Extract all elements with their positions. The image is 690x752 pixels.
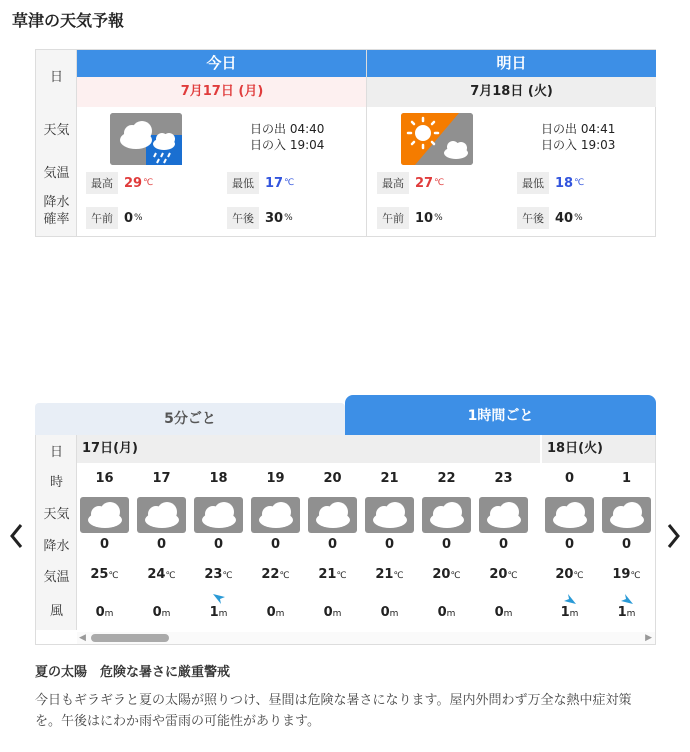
cloudy-icon bbox=[194, 497, 243, 533]
temp-unit: ℃ bbox=[574, 178, 585, 188]
wind-unit: m bbox=[446, 609, 456, 619]
high-value: 29 bbox=[124, 175, 143, 191]
pct-unit: % bbox=[574, 213, 583, 223]
wind-value: 0 bbox=[323, 605, 333, 620]
wind-value: 0 bbox=[494, 605, 504, 620]
hourly-column bbox=[419, 463, 474, 633]
hour-value: 17 bbox=[152, 471, 171, 486]
hourly-label-precip: 降水 bbox=[43, 539, 70, 554]
wind-cell bbox=[542, 605, 597, 620]
precip-value: 0 bbox=[99, 537, 110, 552]
wind-unit: m bbox=[275, 609, 285, 619]
pm-precip-today bbox=[227, 207, 293, 229]
precip-value: 0 bbox=[156, 537, 167, 552]
hourly-column bbox=[77, 463, 132, 633]
low-label: 最低 bbox=[517, 172, 549, 194]
cloudy-rain-icon bbox=[110, 113, 182, 165]
wind-cell bbox=[362, 605, 417, 620]
wind-arrow-icon bbox=[212, 590, 226, 602]
precip-value: 0 bbox=[384, 537, 395, 552]
wind-value: 0 bbox=[437, 605, 447, 620]
row-label-chance: 確率 bbox=[43, 212, 70, 227]
hourly-label-wind: 風 bbox=[49, 604, 63, 619]
pm-value: 30 bbox=[265, 210, 284, 226]
temp-cell bbox=[362, 567, 417, 582]
hour-value: 16 bbox=[95, 471, 114, 486]
precip-value: 0 bbox=[498, 537, 509, 552]
hour-value: 21 bbox=[380, 471, 399, 486]
cloudy-icon bbox=[365, 497, 414, 533]
temp-unit: ℃ bbox=[434, 178, 445, 188]
temp-value: 20 bbox=[432, 567, 451, 582]
hourly-column bbox=[134, 463, 189, 633]
day-head-tomorrow: 明日 bbox=[367, 50, 656, 77]
wind-unit: m bbox=[503, 609, 513, 619]
wind-value: 1 bbox=[560, 605, 570, 620]
hourly-label-day: 日 bbox=[49, 445, 63, 460]
forecast-tabs bbox=[35, 395, 656, 435]
temp-unit: ℃ bbox=[284, 178, 295, 188]
temp-value: 21 bbox=[375, 567, 394, 582]
wind-cell bbox=[599, 605, 654, 620]
hourly-column bbox=[305, 463, 360, 633]
cloudy-icon bbox=[80, 497, 129, 533]
sunrise-today: 日の出 04:40 bbox=[250, 122, 325, 136]
low-value: 17 bbox=[265, 175, 284, 191]
temp-value: 20 bbox=[555, 567, 574, 582]
pm-label: 午後 bbox=[227, 207, 259, 229]
temp-unit: ℃ bbox=[165, 571, 176, 581]
cloudy-icon bbox=[251, 497, 300, 533]
hourly-column bbox=[476, 463, 531, 633]
wind-value: 1 bbox=[617, 605, 627, 620]
prev-arrow-icon[interactable] bbox=[8, 521, 24, 557]
day-date-today: 7月17日 (月) bbox=[77, 77, 367, 107]
wind-arrow-icon bbox=[563, 590, 577, 602]
high-label: 最高 bbox=[86, 172, 118, 194]
hourly-column bbox=[191, 463, 246, 633]
hourly-column bbox=[362, 463, 417, 633]
tab-hourly[interactable]: 1時間ごと bbox=[345, 395, 656, 435]
temp-cell bbox=[191, 567, 246, 582]
hour-value: 19 bbox=[266, 471, 285, 486]
wind-value: 0 bbox=[152, 605, 162, 620]
day-head-today: 今日 bbox=[77, 50, 367, 77]
day-today bbox=[77, 50, 367, 236]
temp-cell bbox=[305, 567, 360, 582]
page-title: 草津の天気予報 bbox=[12, 11, 125, 30]
am-label: 午前 bbox=[86, 207, 118, 229]
precip-value: 0 bbox=[441, 537, 452, 552]
pct-unit: % bbox=[284, 213, 293, 223]
hourly-forecast bbox=[35, 435, 656, 645]
pct-unit: % bbox=[434, 213, 443, 223]
wind-cell bbox=[305, 605, 360, 620]
temp-cell bbox=[134, 567, 189, 582]
hour-value: 0 bbox=[564, 471, 575, 486]
temp-unit: ℃ bbox=[450, 571, 461, 581]
high-temp-today bbox=[86, 172, 153, 194]
hour-value: 1 bbox=[621, 471, 632, 486]
low-temp-tomorrow bbox=[517, 172, 584, 194]
temp-cell bbox=[248, 567, 303, 582]
hourly-row-labels bbox=[36, 435, 77, 630]
wind-value: 0 bbox=[266, 605, 276, 620]
scroll-right-icon[interactable]: ▶ bbox=[645, 633, 652, 643]
wind-cell bbox=[77, 605, 132, 620]
temp-unit: ℃ bbox=[573, 571, 584, 581]
hour-value: 20 bbox=[323, 471, 342, 486]
high-temp-tomorrow bbox=[377, 172, 444, 194]
cloudy-icon bbox=[308, 497, 357, 533]
temp-value: 22 bbox=[261, 567, 280, 582]
hour-value: 18 bbox=[209, 471, 228, 486]
am-value: 10 bbox=[415, 210, 434, 226]
sunny-cloudy-icon bbox=[401, 113, 473, 165]
hourly-column bbox=[599, 463, 654, 633]
wind-cell bbox=[134, 605, 189, 620]
wind-unit: m bbox=[332, 609, 342, 619]
temp-cell bbox=[476, 567, 531, 582]
wind-unit: m bbox=[626, 609, 636, 619]
row-label-day: 日 bbox=[49, 70, 63, 85]
temp-unit: ℃ bbox=[222, 571, 233, 581]
hourly-column bbox=[248, 463, 303, 633]
wind-arrow-icon bbox=[620, 590, 634, 602]
cloudy-icon bbox=[422, 497, 471, 533]
sunset-tomorrow: 日の入 19:03 bbox=[541, 138, 616, 152]
hourly-label-weather: 天気 bbox=[43, 507, 70, 522]
temp-value: 19 bbox=[612, 567, 631, 582]
am-value: 0 bbox=[124, 210, 134, 226]
low-temp-today bbox=[227, 172, 294, 194]
day-tomorrow bbox=[366, 50, 656, 236]
next-arrow-icon[interactable] bbox=[666, 521, 682, 557]
temp-cell bbox=[77, 567, 132, 582]
low-value: 18 bbox=[555, 175, 574, 191]
pct-unit: % bbox=[134, 213, 143, 223]
hourly-date-tomorrow: 18日(火) bbox=[542, 435, 656, 463]
high-value: 27 bbox=[415, 175, 434, 191]
temp-unit: ℃ bbox=[507, 571, 518, 581]
hour-value: 22 bbox=[437, 471, 456, 486]
hour-value: 23 bbox=[494, 471, 513, 486]
row-label-weather: 天気 bbox=[43, 123, 70, 138]
cloudy-icon bbox=[137, 497, 186, 533]
temp-unit: ℃ bbox=[143, 178, 154, 188]
precip-value: 0 bbox=[621, 537, 632, 552]
wind-cell bbox=[419, 605, 474, 620]
am-precip-today bbox=[86, 207, 143, 229]
cloudy-icon bbox=[545, 497, 594, 533]
precip-value: 0 bbox=[327, 537, 338, 552]
hourly-date-today: 17日(月) bbox=[77, 435, 540, 463]
temp-unit: ℃ bbox=[630, 571, 641, 581]
temp-unit: ℃ bbox=[108, 571, 119, 581]
wind-unit: m bbox=[569, 609, 579, 619]
temp-value: 23 bbox=[204, 567, 223, 582]
cloudy-icon bbox=[479, 497, 528, 533]
wind-unit: m bbox=[218, 609, 228, 619]
row-label-precip: 降水 bbox=[43, 195, 70, 210]
temp-unit: ℃ bbox=[393, 571, 404, 581]
daily-forecast-table bbox=[35, 49, 656, 237]
temp-value: 21 bbox=[318, 567, 337, 582]
temp-cell bbox=[542, 567, 597, 582]
scroll-thumb[interactable] bbox=[91, 634, 169, 642]
sun-times-today bbox=[250, 121, 324, 153]
scroll-left-icon[interactable]: ◀ bbox=[79, 633, 86, 643]
temp-unit: ℃ bbox=[336, 571, 347, 581]
hourly-label-temp: 気温 bbox=[43, 570, 70, 585]
pm-precip-tomorrow bbox=[517, 207, 583, 229]
sun-times-tomorrow bbox=[541, 121, 615, 153]
hourly-scrollbar[interactable] bbox=[77, 632, 656, 644]
news-title: 夏の太陽 危険な暑さに厳重警戒 bbox=[35, 665, 231, 680]
wind-cell bbox=[248, 605, 303, 620]
temp-unit: ℃ bbox=[279, 571, 290, 581]
temp-value: 24 bbox=[147, 567, 166, 582]
high-label: 最高 bbox=[377, 172, 409, 194]
precip-value: 0 bbox=[270, 537, 281, 552]
am-precip-tomorrow bbox=[377, 207, 443, 229]
hourly-column bbox=[542, 463, 597, 633]
sunrise-tomorrow: 日の出 04:41 bbox=[541, 122, 616, 136]
row-labels bbox=[36, 50, 77, 236]
temp-value: 25 bbox=[90, 567, 109, 582]
precip-value: 0 bbox=[213, 537, 224, 552]
am-label: 午前 bbox=[377, 207, 409, 229]
wind-cell bbox=[476, 605, 531, 620]
low-label: 最低 bbox=[227, 172, 259, 194]
row-label-temp: 気温 bbox=[43, 166, 70, 181]
wind-unit: m bbox=[389, 609, 399, 619]
wind-value: 0 bbox=[380, 605, 390, 620]
temp-cell bbox=[419, 567, 474, 582]
wind-value: 1 bbox=[209, 605, 219, 620]
sunset-today: 日の入 19:04 bbox=[250, 138, 325, 152]
day-date-tomorrow: 7月18日 (火) bbox=[367, 77, 656, 107]
wind-value: 0 bbox=[95, 605, 105, 620]
hourly-label-hour: 時 bbox=[49, 475, 63, 490]
wind-unit: m bbox=[161, 609, 171, 619]
tab-five-minutes[interactable]: 5分ごと bbox=[35, 403, 345, 435]
pm-label: 午後 bbox=[517, 207, 549, 229]
wind-unit: m bbox=[104, 609, 114, 619]
precip-value: 0 bbox=[564, 537, 575, 552]
cloudy-icon bbox=[602, 497, 651, 533]
pm-value: 40 bbox=[555, 210, 574, 226]
news-body: 今日もギラギラと夏の太陽が照りつけ、昼間は危険な暑さになります。屋内外問わず万全な熱中症対策を。午後はにわか雨や雷雨の可能性があります。 bbox=[35, 693, 632, 729]
temp-cell bbox=[599, 567, 654, 582]
temp-value: 20 bbox=[489, 567, 508, 582]
wind-cell bbox=[191, 605, 246, 620]
